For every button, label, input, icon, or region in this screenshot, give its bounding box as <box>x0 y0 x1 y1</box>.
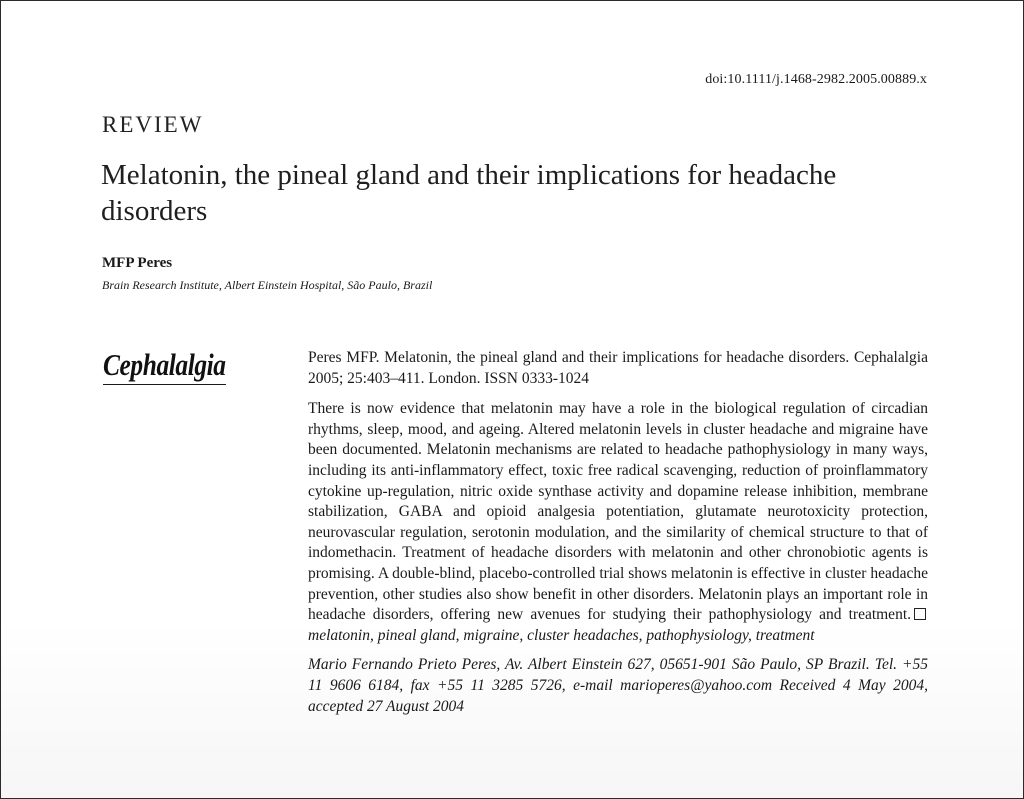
keywords: melatonin, pineal gland, migraine, cluster headaches, pathophysiology, treatment <box>308 626 815 644</box>
correspondence: Mario Fernando Prieto Peres, Av. Albert Einstein 627, 05651-901 São Paulo, SP Brazil. Tel. +55 11 9606 6184, fax +55 11 3285 5726, e-mail marioperes@yahoo.com Received 4 May 2004, accepted 27 August 2004 <box>308 656 928 715</box>
section-label: REVIEW <box>102 112 204 137</box>
abstract-text: There is now evidence that melatonin may have a role in the biological regulation of circadian rhythms, sleep, mood, and ageing. Altered melatonin levels in cluster headache and migraine have been documented. Melatonin mechanisms are related to headache pathophysiology in many ways, including its anti-inflammatory effect, toxic free radical scavenging, reduction of proinflammatory cytokine up-regulation, nitric oxide synthase activity and dopamine release inhibition, membrane stabilization, GABA and opioid analgesia potentiation, glutamate neurotoxicity protection, neurovascular regulation, serotonin modulation, and the similarity of chemical structure to that of indomethacin. Treatment of headache disorders with melatonin and other chronobiotic agents is promising. A double-blind, placebo-controlled trial shows melatonin is effective in cluster headache prevention, other studies also show benefit in other disorders. Melatonin plays an important role in headache disorders, offering new avenues for studying their pathophysiology and treatment. <box>308 400 928 624</box>
citation: Peres MFP. Melatonin, the pineal gland and their implications for headache disorders. Cephalalgia 2005; 25:403–411. London. ISSN 0333-1024 <box>308 349 928 387</box>
article-title: Melatonin, the pineal gland and their implications for headache disorders <box>101 159 837 227</box>
abstract <box>308 399 928 646</box>
keyword-separator-box-icon <box>914 608 926 620</box>
author-name: MFP Peres <box>102 255 173 271</box>
article-abstract-block <box>308 348 928 717</box>
journal-logo: Cephalalgia <box>103 347 226 385</box>
author-affiliation: Brain Research Institute, Albert Einstein Hospital, São Paulo, Brazil <box>102 278 433 292</box>
doi[interactable]: doi:10.1111/j.1468-2982.2005.00889.x <box>705 72 927 87</box>
